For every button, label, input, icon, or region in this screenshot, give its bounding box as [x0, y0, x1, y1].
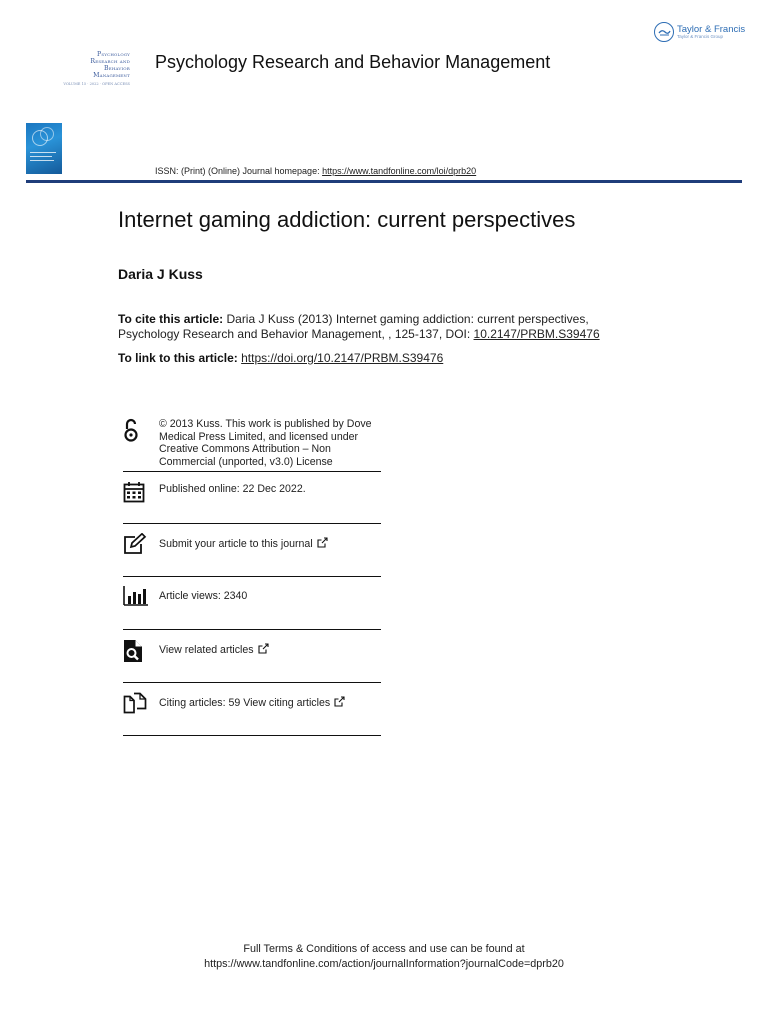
issn-line	[155, 166, 476, 176]
footer-url[interactable]: https://www.tandfonline.com/action/journalInformation?journalCode=dprb20	[204, 957, 564, 970]
citing-row[interactable]	[123, 683, 381, 736]
citation	[118, 312, 638, 341]
journal-homepage-link[interactable]: https://www.tandfonline.com/loi/dprb20	[322, 166, 477, 176]
external-link-icon	[334, 696, 345, 707]
submit-row[interactable]	[123, 524, 381, 577]
article-link-line	[118, 351, 443, 365]
journal-logo-line: Behavior	[103, 65, 130, 72]
citing-articles-link[interactable]: Citing articles: 59 View citing articles	[159, 697, 331, 709]
license-text: © 2013 Kuss. This work is published by Dove Medical Press Limited, and licensed under Creative Commons Attribution – Non Commercial (unported, v3.0) License	[159, 418, 372, 468]
document-search-icon	[123, 639, 143, 663]
article-views: Article views: 2340	[159, 590, 248, 602]
link-label: To link to this article:	[118, 351, 242, 365]
article-title: Internet gaming addiction: current perspectives	[118, 207, 576, 232]
article-author: Daria J Kuss	[118, 266, 203, 282]
journal-logo-line: Research and	[90, 58, 130, 65]
license-row	[123, 412, 381, 472]
cite-label: To cite this article:	[118, 312, 224, 326]
external-link-icon	[317, 537, 328, 548]
views-row	[123, 577, 381, 630]
journal-name: Psychology Research and Behavior Management	[155, 52, 551, 72]
journal-logo-line: Management	[93, 72, 130, 79]
submit-article-link[interactable]: Submit your article to this journal	[159, 538, 313, 550]
citing-documents-icon	[123, 692, 147, 714]
footer	[0, 942, 768, 971]
footer-terms: Full Terms & Conditions of access and use can be found at	[243, 943, 525, 955]
cite-text: Daria J Kuss (2013) Internet gaming addiction: current perspectives, Psychology Research and Behavior Management, , 125-137, DOI:	[118, 312, 589, 341]
external-link-icon	[258, 643, 269, 654]
related-row[interactable]	[123, 630, 381, 683]
publisher-logo[interactable]	[654, 22, 745, 42]
journal-logo-sub: VOLUME 15 · 2022 · OPEN ACCESS	[63, 82, 130, 86]
doi-link[interactable]: 10.2147/PRBM.S39476	[473, 326, 600, 341]
edit-icon	[123, 533, 147, 555]
taylor-francis-icon	[654, 22, 674, 42]
publisher-logo-text: Taylor & Francis	[677, 23, 746, 35]
issn-label: ISSN: (Print) (Online) Journal homepage:	[155, 166, 323, 176]
open-access-icon	[123, 418, 139, 444]
publisher-logo-sub: Taylor & Francis Group	[677, 33, 724, 39]
view-related-articles-link[interactable]: View related articles	[159, 644, 254, 656]
calendar-icon	[123, 481, 145, 503]
published-row	[123, 472, 381, 524]
published-date: Published online: 22 Dec 2022.	[159, 483, 306, 495]
article-info-panel	[123, 412, 381, 736]
article-doi-url[interactable]: https://doi.org/10.2147/PRBM.S39476	[241, 351, 444, 365]
journal-logo-line: Psychology	[96, 51, 130, 58]
journal-logo	[44, 51, 130, 88]
journal-cover-image	[26, 123, 62, 174]
header-divider	[26, 180, 742, 183]
bar-chart-icon	[123, 586, 149, 606]
